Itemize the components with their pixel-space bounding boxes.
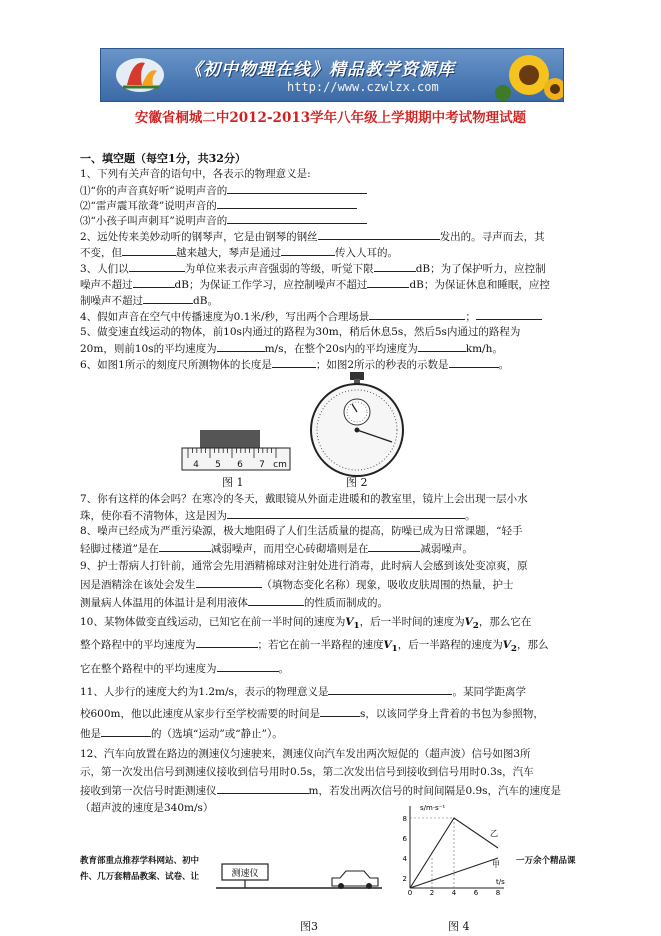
series-line-yi [410, 818, 498, 888]
ruler-tick-label: 4 [193, 460, 199, 470]
answer-blank[interactable] [227, 507, 465, 519]
question-1b-text: ⑵“雷声震耳欲聋”说明声音的 [80, 200, 217, 212]
answer-blank[interactable] [248, 594, 304, 606]
q4-text-1: 4、假如声音在空气中传播速度为0.1米/秒，写出两个合理场景 [80, 311, 370, 323]
answer-blank[interactable] [217, 340, 265, 352]
y-axis-label: s/m·s⁻¹ [420, 804, 446, 812]
site-logo [109, 53, 171, 97]
answer-blank[interactable] [418, 340, 466, 352]
footer-left-line1: 教育部重点推荐学科网站、初中 [80, 856, 200, 866]
answer-blank[interactable] [143, 292, 193, 304]
stopwatch-crown [350, 372, 364, 380]
question-11-line3 [80, 725, 600, 743]
question-1c-text: ⑶“小孩子叫声刺耳”说明声音的 [80, 215, 228, 227]
answer-blank[interactable] [217, 782, 309, 794]
q9-text-3: 测量病人体温用的体温计是利用液体 [80, 597, 248, 609]
x-tick-label: 4 [451, 889, 457, 896]
q2-text-1: 2、远处传来美妙动听的钢琴声，它是由钢琴的钢丝 [80, 231, 318, 243]
series-label-jia: 甲 [492, 860, 500, 869]
answer-blank[interactable] [368, 540, 420, 552]
ruler-figure [180, 428, 292, 472]
question-9-line3 [80, 594, 600, 612]
q7-text-1: 珠，使你看不清物体，这是因为 [80, 510, 227, 522]
q5-text-1: 20m，则前10s的平均速度为 [80, 343, 217, 355]
question-11-line1 [80, 683, 600, 701]
question-12-line1: 12、汽车向放置在路边的测速仪匀速驶来，测速仪向汽车发出两次短促的（超声波）信号如图3所 [80, 748, 531, 760]
q11-text-5: 他是 [80, 728, 101, 740]
q9-text-1: 因是酒精涂在该处会发生 [80, 579, 196, 591]
answer-blank[interactable] [318, 228, 440, 240]
question-8-line1: 8、噪声已经成为严重污染源，极大地阻碍了人们生活质量的提高，防噪已成为日常课题，“轻手 [80, 525, 523, 537]
y-tick-label: 8 [402, 815, 407, 823]
v1-symbol: V [345, 616, 354, 628]
figure-3-caption: 图3 [300, 920, 318, 933]
q5-text-2: m/s，在整个20s内的平均速度为 [264, 343, 418, 355]
answer-blank[interactable] [217, 197, 357, 209]
q10-text-9: 。 [278, 663, 289, 675]
question-9-line1: 9、护士帮病人打针前，通常会先用酒精棉球对注射处进行消毒，此时病人会感到该处变凉爽，原 [80, 560, 528, 572]
v2-symbol: V [502, 639, 511, 651]
answer-blank[interactable] [227, 212, 367, 224]
q8-text-2: 减弱噪声，而用空心砖砌墙则是在 [210, 543, 369, 555]
q5-text-3: km/h。 [465, 343, 503, 355]
q11-text-1: 11、人步行的速度大约为1.2m/s，表示的物理意义是 [80, 686, 329, 698]
answer-blank[interactable] [281, 244, 335, 256]
answer-blank[interactable] [369, 308, 465, 320]
v2-subscript: 2 [472, 621, 479, 632]
q12-text-2: m，若发出两次信号的时间间隔是0.9s，汽车的速度是 [308, 785, 562, 797]
x-tick-label: 0 [407, 889, 413, 896]
answer-blank[interactable] [133, 276, 175, 288]
q7-text-2: 。 [465, 510, 476, 522]
q3-text-2: 为单位来表示声音强弱的等级，听觉下限 [184, 263, 374, 275]
v1-subscript: 1 [391, 644, 398, 655]
answer-blank[interactable] [272, 356, 316, 368]
q6-text-1: 6、如图1所示的刻度尺所测物体的长度是 [80, 359, 272, 371]
page-title: 安徽省桐城二中2012-2013学年八年级上学期期中考试物理试题 [134, 110, 527, 126]
v1-symbol: V [383, 639, 392, 651]
q10-text-1: 10、某物体做变直线运动，已知它在前一半时间的速度为 [80, 616, 346, 628]
q11-text-6: 的（选填“运动”或“静止”）。 [151, 728, 283, 740]
figure-2-caption: 图 2 [346, 476, 368, 489]
q9-text-2: （填物态变化名称）现象，吸收皮肤周围的热量，护士 [261, 579, 514, 591]
q10-text-4: 整个路程中的平均速度为 [80, 639, 196, 651]
answer-blank[interactable] [328, 683, 452, 695]
y-tick-label: 2 [402, 875, 407, 883]
q10-text-6: ，后一半路程的速度为 [397, 639, 503, 651]
answer-blank[interactable] [101, 725, 151, 737]
answer-blank[interactable] [374, 260, 416, 272]
q11-text-3: 校600m，他以此速度从家步行至学校需要的时间是 [80, 708, 320, 720]
question-1-stem: 1、下列有关声音的语句中，各表示的物理意义是: [80, 168, 311, 180]
answer-blank[interactable] [320, 705, 360, 717]
answer-blank[interactable] [449, 356, 499, 368]
answer-blank[interactable] [476, 308, 542, 320]
car-icon [332, 871, 378, 889]
q3-text-8: dB。 [193, 295, 218, 307]
y-tick-label: 4 [402, 855, 407, 863]
ruler-tick-label: 7 [259, 460, 265, 470]
q2-text-5: 传入人耳的。 [335, 247, 398, 259]
site-banner [100, 48, 564, 102]
q2-text-3: 不变，但 [80, 247, 122, 259]
q10-text-5: ；若它在前一半路程的速度 [257, 639, 384, 651]
measured-block [200, 430, 260, 448]
q10-text-3: ，那么它在 [478, 616, 532, 628]
banner-url: http://www.czwlzx.com [287, 80, 439, 94]
question-8-line2 [80, 540, 600, 558]
answer-blank[interactable] [196, 576, 262, 588]
answer-blank[interactable] [159, 540, 211, 552]
q10-text-2: ，后一半时间的速度为 [359, 616, 465, 628]
question-7-line1: 7、你有这样的体会吗？在寒冷的冬天，戴眼镜从外面走进暖和的教室里，镜片上会出现一层小水 [80, 493, 528, 505]
series-label-yi: 乙 [490, 829, 498, 838]
v2-subscript: 2 [510, 644, 517, 655]
speed-detector-figure [214, 858, 384, 894]
q3-text-6: dB；为保证休息和睡眠，应控 [409, 279, 550, 291]
v1-subscript: 1 [353, 621, 360, 632]
q10-text-8: 它在整个路程中的平均速度为 [80, 663, 217, 675]
q8-text-1: 轻脚过楼道”是在 [80, 543, 159, 555]
question-1a-text: ⑴“你的声音真好听”说明声音的 [80, 185, 228, 197]
speed-detector-label: 测速仪 [231, 869, 259, 879]
ruler-tick-label: 5 [215, 460, 221, 470]
question-5-line1: 5、做变速直线运动的物体，前10s内通过的路程为30m，稍后休息5s，然后5s内通过的路程为 [80, 326, 521, 338]
stopwatch-figure [302, 370, 412, 478]
x-tick-label: 6 [473, 889, 479, 896]
q12-text-1: 接收到第一次信号时距测速仪 [80, 785, 217, 797]
question-10-line1 [80, 614, 600, 635]
q4-text-2: ； [465, 311, 476, 323]
answer-blank[interactable] [122, 244, 176, 256]
banner-title: 《初中物理在线》精品教学资源库 [185, 60, 455, 80]
q11-text-2: 。某同学距离学 [452, 686, 526, 698]
q2-text-4: 越来越大，琴声是通过 [176, 247, 281, 259]
ruler-tick-label: 6 [237, 460, 243, 470]
q11-text-4: s，以该同学身上背着的书包为参照物， [360, 708, 544, 720]
q6-text-3: 。 [498, 359, 510, 371]
footer-right: 一万余个精品课 [516, 856, 576, 866]
answer-blank[interactable] [217, 660, 279, 672]
q8-text-3: 减弱噪声。 [420, 543, 473, 555]
answer-blank[interactable] [196, 636, 258, 648]
q6-text-2: ；如图2所示的秒表的示数是 [315, 359, 449, 371]
answer-blank[interactable] [367, 276, 409, 288]
q3-text-3: dB；为了保护听力，应控制 [415, 263, 546, 275]
question-10-line2 [80, 636, 600, 658]
question-10-line3 [80, 660, 600, 678]
question-12-line2: 示，第一次发出信号到测速仪接收到信号用时0.5s，第二次发出信号到接收到信号用时0.3s，汽车 [80, 766, 534, 778]
ruler-unit-label: cm [273, 460, 287, 470]
section-heading: 一、填空题（每空1分，共32分） [80, 152, 246, 165]
velocity-time-graph [398, 800, 510, 896]
q9-text-4: 的性质而制成的。 [304, 597, 388, 609]
q10-text-7: ，那么 [517, 639, 549, 651]
question-9-line2 [80, 576, 600, 594]
v2-symbol: V [464, 616, 473, 628]
x-tick-label: 2 [429, 889, 435, 896]
question-12-line3 [80, 782, 600, 800]
sunflower-image [493, 49, 563, 101]
question-11-line2 [80, 705, 600, 723]
q2-text-2: 发出的。寻声而去，其 [439, 231, 545, 243]
figure-4-caption: 图 4 [448, 920, 470, 933]
q3-text-1: 3、人们以 [80, 263, 129, 275]
answer-blank[interactable] [227, 182, 367, 194]
y-tick-label: 6 [402, 835, 407, 843]
question-12-line4: （超声波的速度是340m/s） [80, 802, 214, 814]
answer-blank[interactable] [129, 260, 185, 272]
q3-text-5: dB；为保证工作学习，应控制噪声不超过 [174, 279, 368, 291]
figure-1-caption: 图 1 [222, 476, 244, 489]
x-tick-label: 8 [495, 889, 501, 896]
q3-text-7: 制噪声不超过 [80, 295, 143, 307]
footer-left-line2: 件、几万套精品教案、试卷、让 [80, 872, 200, 882]
q3-text-4: 噪声不超过 [80, 279, 133, 291]
x-axis-label: t/s [496, 878, 505, 886]
